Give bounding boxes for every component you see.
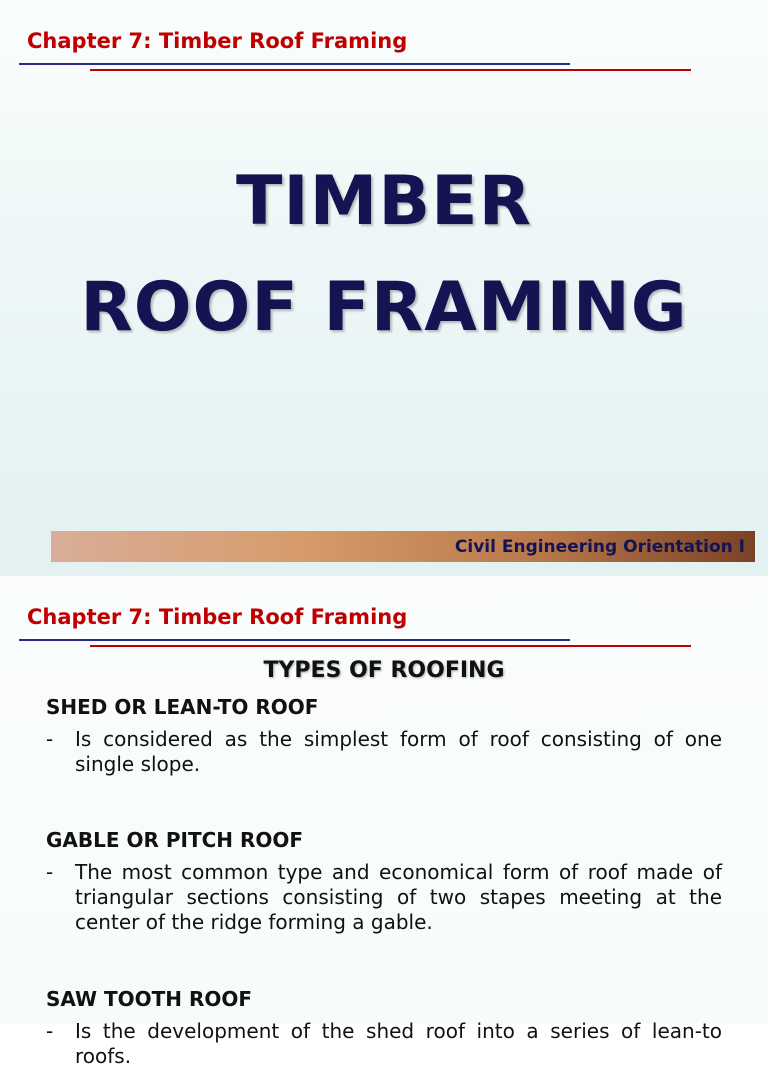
header-rule-blue bbox=[19, 639, 570, 641]
chapter-title: Chapter 7: Timber Roof Framing bbox=[27, 605, 408, 629]
description-text: Is considered as the simplest form of roof consisting of one single slope. bbox=[75, 727, 722, 776]
roof-type-title: GABLE OR PITCH ROOF bbox=[46, 828, 304, 852]
footer-course-name: Civil Engineering Orientation I bbox=[454, 537, 745, 557]
roof-type-description bbox=[46, 727, 722, 777]
footer-bar bbox=[51, 531, 755, 562]
header-rule-red bbox=[90, 645, 691, 647]
roof-type-title: SHED OR LEAN-TO ROOF bbox=[46, 695, 319, 719]
bullet-dash: - bbox=[46, 860, 54, 884]
header-rule-red bbox=[90, 69, 691, 71]
description-text: Is the development of the shed roof into a series of lean-to roofs. bbox=[75, 1019, 722, 1068]
chapter-title: Chapter 7: Timber Roof Framing bbox=[27, 29, 408, 53]
roof-type-description bbox=[46, 1019, 722, 1069]
header-rule-blue bbox=[19, 63, 570, 65]
bullet-dash: - bbox=[46, 727, 54, 751]
section-heading: TYPES OF ROOFING bbox=[263, 658, 505, 683]
bullet-dash: - bbox=[46, 1019, 54, 1043]
roof-type-description bbox=[46, 860, 722, 935]
slide-title-line2: ROOF FRAMING bbox=[80, 268, 688, 347]
slide-title-line1: TIMBER bbox=[236, 162, 532, 241]
roof-type-title: SAW TOOTH ROOF bbox=[46, 987, 253, 1011]
content-slide bbox=[0, 576, 768, 1068]
description-text: The most common type and economical form of roof made of triangular sections consisting of two stapes meeting at the center of the ridge forming a gable. bbox=[75, 860, 722, 934]
